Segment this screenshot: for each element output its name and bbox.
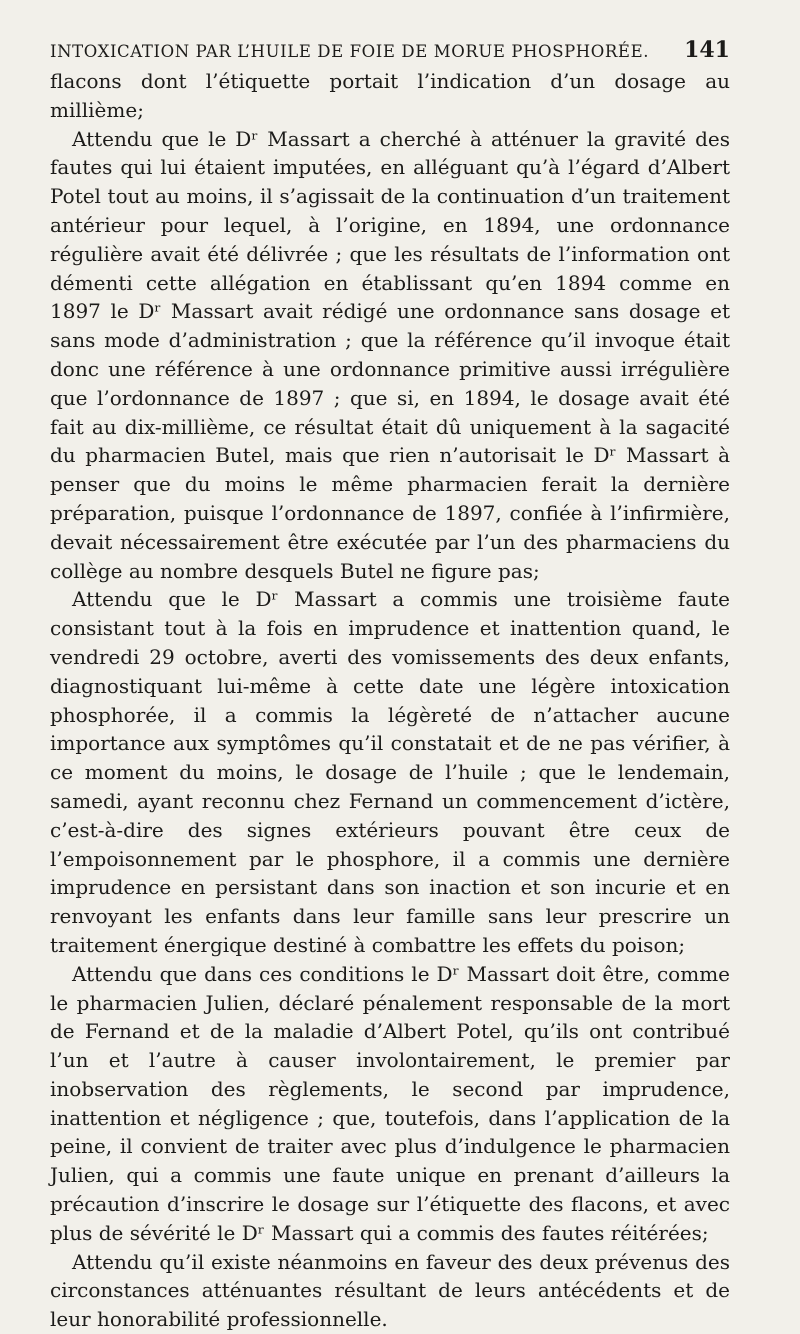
paragraph: Attendu que dans ces conditions le Dʳ Massart doit être, comme le pharmacien Julien, déclaré pénalement responsable de la mort de Fernand et de la maladie d’Albert Potel, qu’ils ont contribué l’un et l’autre à causer involontairement, le premier par inobservation des règlements, le second par imprudence, inattention et négligence ; que, toutefois, dans l’application de la peine, il convient de traiter avec plus d’indulgence le pharmacien Julien, qui a commis une faute unique en prenant d’ailleurs la précaution d’inscrire le dosage sur l’étiquette des flacons, et avec plus de sévérité le Dʳ Massart qui a commis des fautes réitérées; [50,961,730,1245]
paragraph-continuation: flacons dont l’étiquette portait l’indication d’un dosage au millième; [50,69,730,122]
body-text [50,67,730,1334]
running-title: INTOXICATION PAR L’HUILE DE FOIE DE MORUE PHOSPHORÉE. [50,42,650,61]
paragraph: Attendu qu’il existe néanmoins en faveur des deux prévenus des circonstances atténuantes résultant de leurs antécédents et de leur honorabilité professionnelle. [50,1249,730,1332]
running-header [50,37,730,67]
paragraph: Attendu que le Dʳ Massart a commis une troisième faute consistant tout à la fois en imprudence et inattention quand, le vendredi 29 octobre, averti des vomissements des deux enfants, diagnostiquant lui-même à cette date une légère intoxication phosphorée, il a commis la légèreté de n’attacher aucune importance aux symptômes qu’il constatait et de ne pas vérifier, à ce moment du moins, le dosage de l’huile ; que le lendemain, samedi, ayant reconnu chez Fernand un commencement d’ictère, c’est-à-dire des signes extérieurs pouvant être ceux de l’empoisonnement par le phosphore, il a commis une dernière imprudence en persistant dans son inaction et son incurie et en renvoyant les enfants dans leur famille sans leur prescrire un traitement énergique destiné à combattre les effets du poison; [50,587,730,957]
page-number: 141 [684,37,730,63]
paragraph: Attendu que le Dʳ Massart a cherché à atténuer la gravité des fautes qui lui étaient imputées, en alléguant qu’à l’égard d’Albert Potel tout au moins, il s’agissait de la continuation d’un traitement antérieur pour lequel, à l’origine, en 1894, une ordonnance régulière avait été délivrée ; que les résultats de l’information ont démenti cette allégation en établissant qu’en 1894 comme en 1897 le Dʳ Massart avait rédigé une ordonnance sans dosage et sans mode d’administration ; que la référence qu’il invoque était donc une référence à une ordonnance primitive aussi irrégulière que l’ordonnance de 1897 ; que si, en 1894, le dosage avait été fait au dix-millième, ce résultat était dû uniquement à la sagacité du pharmacien Butel, mais que rien n’autorisait le Dʳ Massart à penser que du moins le même pharmacien ferait la dernière préparation, puisque l’ordonnance de 1897, confiée à l’infirmière, devait nécessairement être exécutée par l’un des pharmaciens du collège au nombre desquels Butel ne figure pas; [50,126,730,583]
